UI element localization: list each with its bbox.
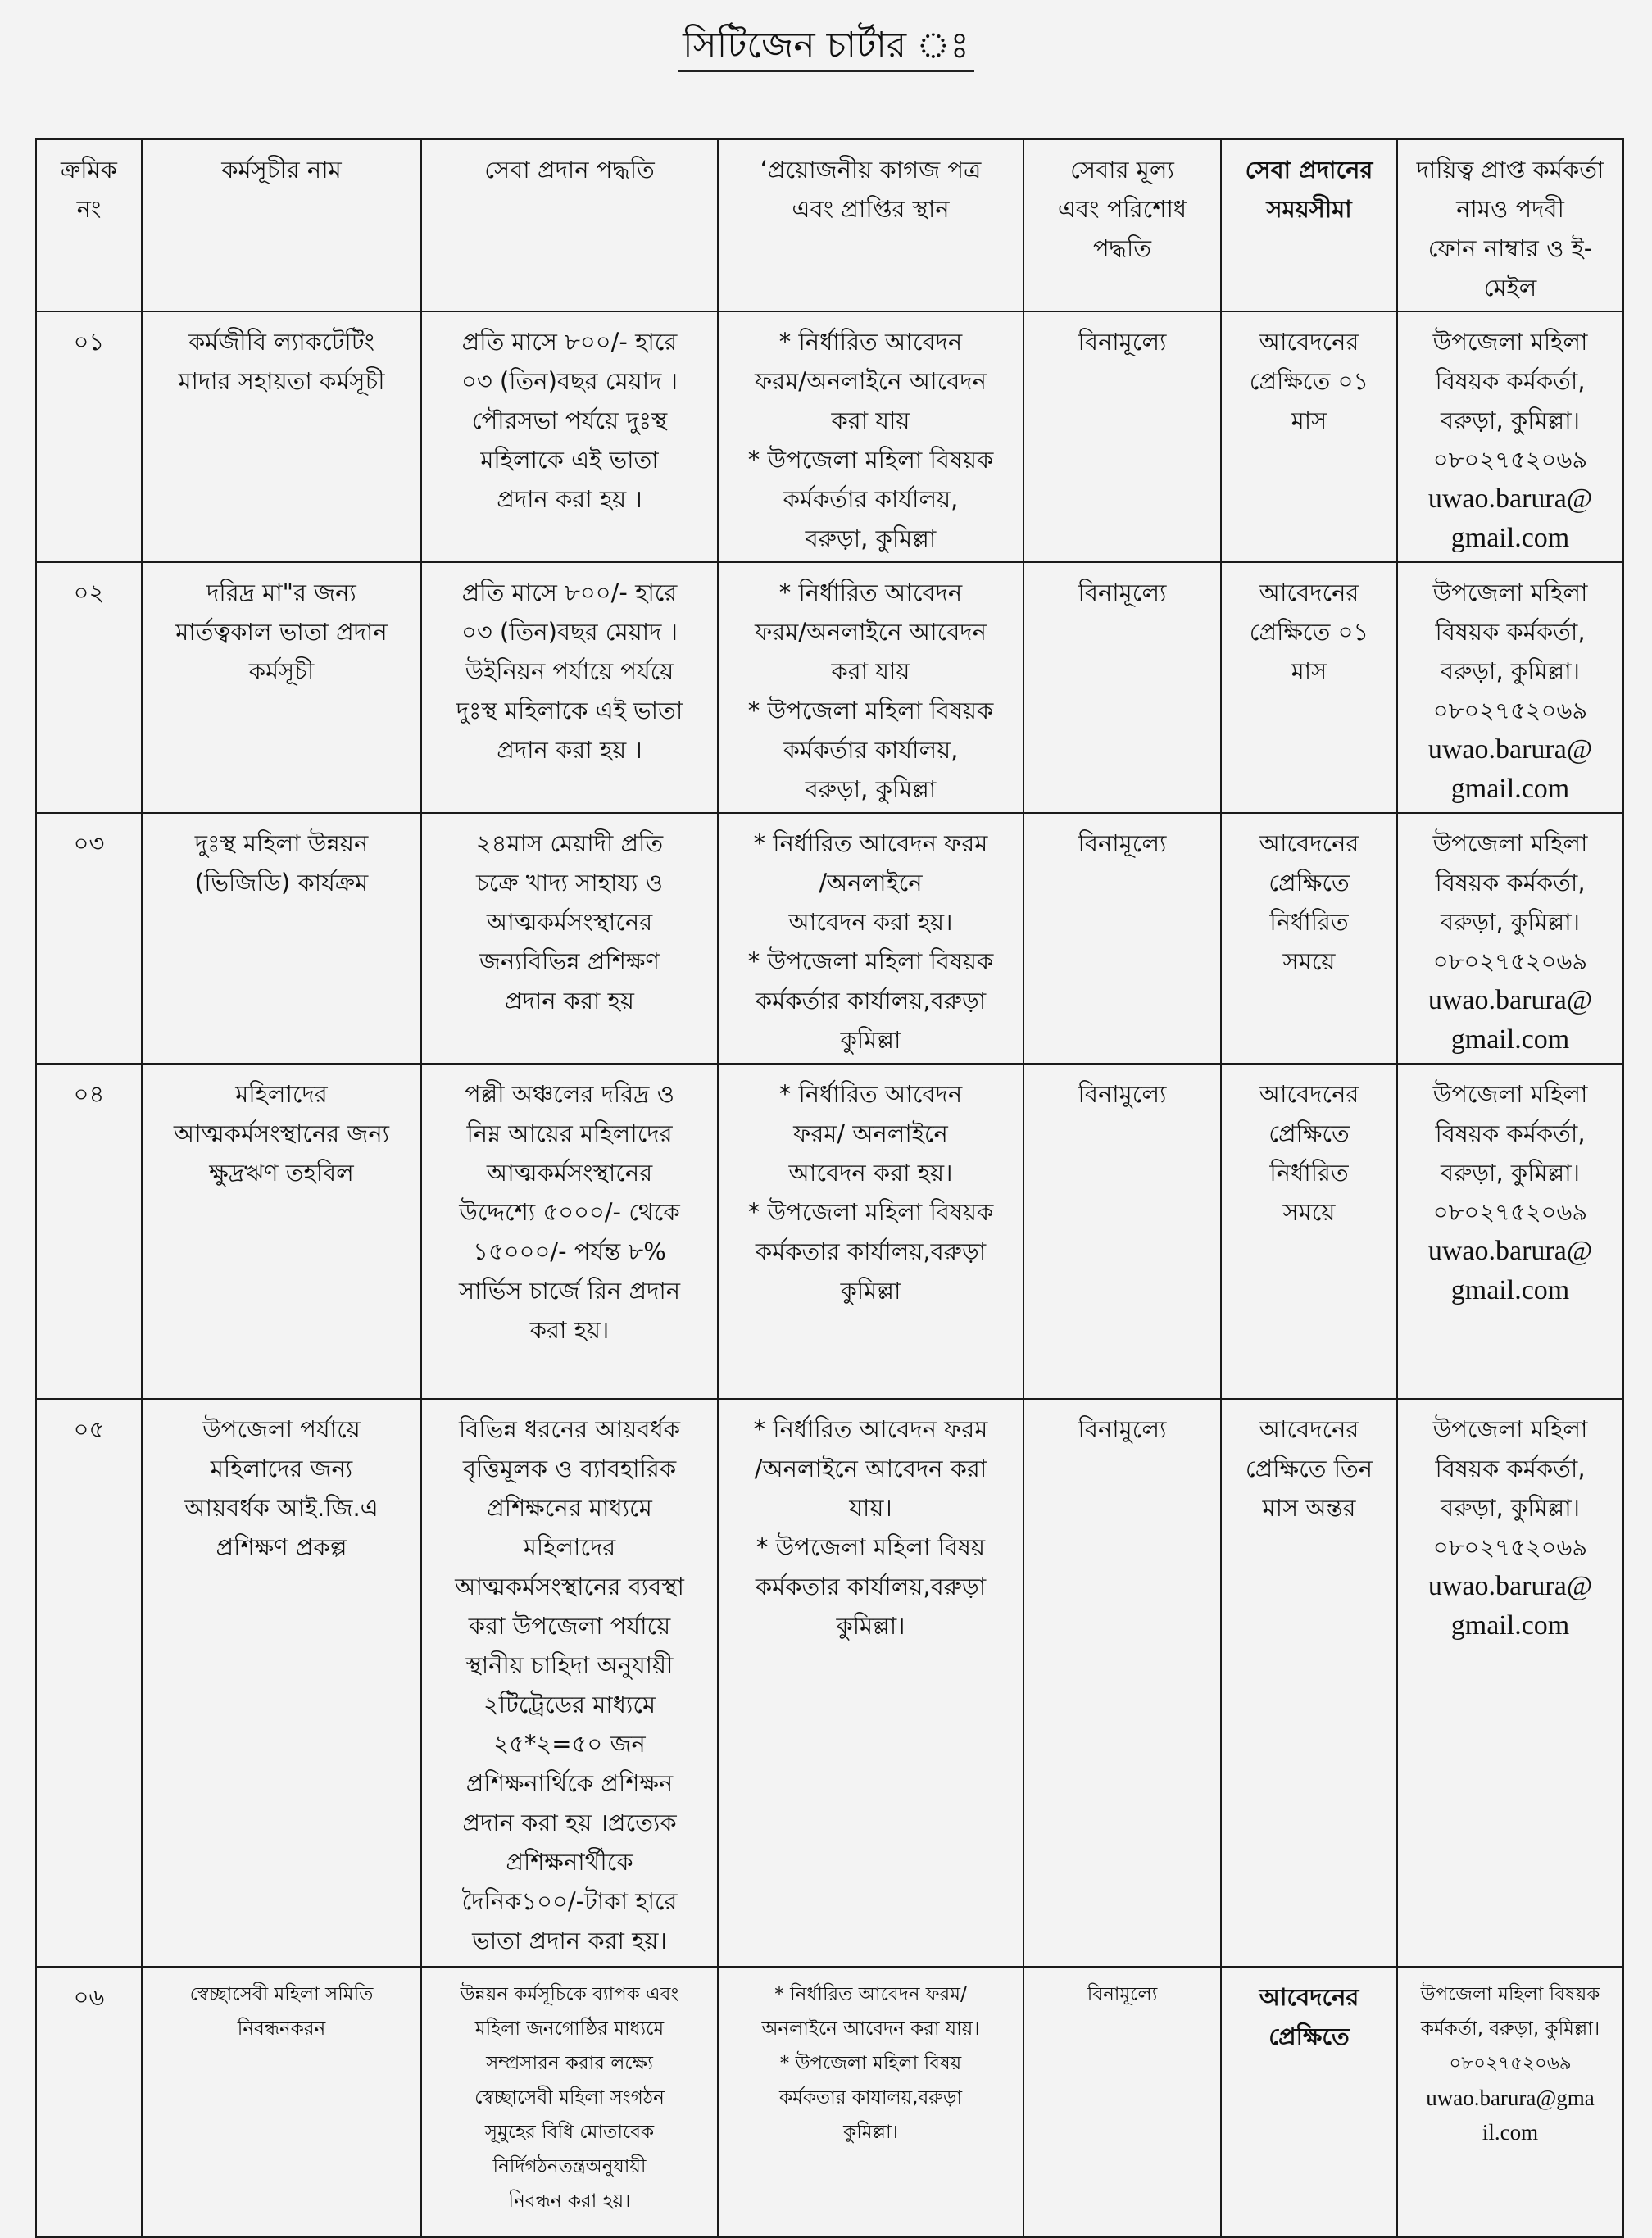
cell-documents: * নির্ধারিত আবেদন ফরম/অনলাইনে আবেদন করা যায় * উপজেলা মহিলা বিষয়ক কর্মকর্তার কার্যালয়, বরুড়া, কুমিল্লা (718, 311, 1023, 562)
officer-contact: উপজেলা মহিলা বিষয়ক কর্মকর্তা, বরুড়া, কুমিল্লা। ০৮০২৭৫২০৬৯ (1432, 328, 1588, 474)
cell-timeframe: আবেদনের প্রেক্ষিতে ০১ মাস (1221, 311, 1397, 562)
officer-email: uwao.barura@ gmail.com (1427, 734, 1593, 804)
citizen-charter-table (35, 138, 1624, 2238)
table-row (36, 562, 1623, 813)
cell-officer (1397, 1967, 1623, 2237)
header-timeframe: সেবা প্রদানের সময়সীমা (1221, 139, 1397, 311)
cell-price: বিনামূল্যে (1023, 1967, 1221, 2237)
cell-documents: * নির্ধারিত আবেদন ফরম/ অনলাইনে আবেদন করা যায়। * উপজেলা মহিলা বিষয় কর্মকতার কাযালয়,বরুড়া কুমিল্লা। (718, 1967, 1023, 2237)
cell-officer (1397, 311, 1623, 562)
officer-email: uwao.barura@gma il.com (1426, 2086, 1595, 2145)
cell-price: বিনামুল্যে (1023, 1399, 1221, 1967)
cell-method: প্রতি মাসে ৮০০/- হারে ০৩ (তিন)বছর মেয়াদ । উইনিয়ন পর্যায়ে পর্যয়ে দুঃস্থ মহিলাকে এই ভাতা প্রদান করা হয় । (421, 562, 718, 813)
cell-timeframe: আবেদনের প্রেক্ষিতে তিন মাস অন্তর (1221, 1399, 1397, 1967)
table-row (36, 1967, 1623, 2237)
header-row (36, 139, 1623, 311)
header-price: সেবার মূল্য এবং পরিশোধ পদ্ধতি (1023, 139, 1221, 311)
header-documents: ‘প্রয়োজনীয় কাগজ পত্র এবং প্রাপ্তির স্থান (718, 139, 1023, 311)
cell-method: ২৪মাস মেয়াদী প্রতি চক্রে খাদ্য সাহায্য ও আত্মকর্মসংস্থানের জন্যবিভিন্ন প্রশিক্ষণ প্রদান করা হয় (421, 813, 718, 1064)
cell-serial: ০৬ (36, 1967, 142, 2237)
header-serial: ক্রমিক নং (36, 139, 142, 311)
officer-email: uwao.barura@ gmail.com (1427, 483, 1593, 553)
cell-documents: * নির্ধারিত আবেদন ফরম /অনলাইনে আবেদন করা হয়। * উপজেলা মহিলা বিষয়ক কর্মকর্তার কার্যালয়,বরুড়া কুমিল্লা (718, 813, 1023, 1064)
officer-contact: উপজেলা মহিলা বিষয়ক কর্মকর্তা, বরুড়া, কুমিল্লা। ০৮০২৭৫২০৬৯ (1432, 1080, 1588, 1226)
cell-officer (1397, 813, 1623, 1064)
cell-timeframe: আবেদনের প্রেক্ষিতে (1221, 1967, 1397, 2237)
cell-documents: * নির্ধারিত আবেদন ফরম/ অনলাইনে আবেদন করা হয়। * উপজেলা মহিলা বিষয়ক কর্মকতার কার্যালয়,বরুড়া কুমিল্লা (718, 1064, 1023, 1399)
table-row (36, 1064, 1623, 1399)
cell-serial: ০৪ (36, 1064, 142, 1399)
cell-program: স্বেচ্ছাসেবী মহিলা সমিতি নিবন্ধনকরন (142, 1967, 421, 2237)
officer-contact: উপজেলা মহিলা বিষয়ক কর্মকর্তা, বরুড়া, কুমিল্লা। ০৮০২৭৫২০৬৯ (1432, 829, 1588, 975)
cell-price: বিনামূল্যে (1023, 311, 1221, 562)
cell-serial: ০২ (36, 562, 142, 813)
header-method: সেবা প্রদান পদ্ধতি (421, 139, 718, 311)
cell-program: দুঃস্থ মহিলা উন্নয়ন (ভিজিডি) কার্যক্রম (142, 813, 421, 1064)
officer-contact: উপজেলা মহিলা বিষয়ক কর্মকর্তা, বরুড়া, কুমিল্লা। ০৮০২৭৫২০৬৯ (1432, 1415, 1588, 1561)
cell-program: উপজেলা পর্যায়ে মহিলাদের জন্য আয়বর্ধক আই.জি.এ প্রশিক্ষণ প্রকল্প (142, 1399, 421, 1967)
cell-officer (1397, 1399, 1623, 1967)
cell-serial: ০১ (36, 311, 142, 562)
table-row (36, 813, 1623, 1064)
cell-timeframe: আবেদনের প্রেক্ষিতে ০১ মাস (1221, 562, 1397, 813)
officer-contact: উপজেলা মহিলা বিষয়ক কর্মকর্তা, বরুড়া, কুমিল্লা। ০৮০২৭৫২০৬৯ (1420, 1984, 1600, 2074)
cell-officer (1397, 1064, 1623, 1399)
officer-email: uwao.barura@ gmail.com (1427, 985, 1593, 1055)
cell-method: উন্নয়ন কর্মসূচিকে ব্যাপক এবং মহিলা জনগোষ্ঠির মাধ্যমে সম্প্রসারন করার লক্ষ্যে স্বেচ্ছাসেবী মহিলা সংগঠন সূমুহের বিধি মোতাবেক নির্দিগঠনতন্ত্রঅনুযায়ী নিবন্ধন করা হয়। (421, 1967, 718, 2237)
header-program: কর্মসূচীর নাম (142, 139, 421, 311)
page-title: সিটিজেন চার্টার ঃ (0, 18, 1652, 78)
cell-timeframe: আবেদনের প্রেক্ষিতে নির্ধারিত সময়ে (1221, 813, 1397, 1064)
cell-program: মহিলাদের আত্মকর্মসংস্থানের জন্য ক্ষুদ্রঋণ তহবিল (142, 1064, 421, 1399)
cell-price: বিনামুল্যে (1023, 1064, 1221, 1399)
cell-method: পল্লী অঞ্চলের দরিদ্র ও নিম্ন আয়ের মহিলাদের আত্মকর্মসংস্থানের উদ্দেশ্যে ৫০০০/- থেকে ১৫০০০/- পর্যন্ত ৮% সার্ভিস চার্জে রিন প্রদান করা হয়। (421, 1064, 718, 1399)
cell-method: প্রতি মাসে ৮০০/- হারে ০৩ (তিন)বছর মেয়াদ । পৌরসভা পর্যয়ে দুঃস্থ মহিলাকে এই ভাতা প্রদান করা হয় । (421, 311, 718, 562)
cell-program: কর্মজীবি ল্যাকটেটিং মাদার সহায়তা কর্মসূচী (142, 311, 421, 562)
cell-price: বিনামূল্যে (1023, 813, 1221, 1064)
cell-serial: ০৩ (36, 813, 142, 1064)
officer-contact: উপজেলা মহিলা বিষয়ক কর্মকর্তা, বরুড়া, কুমিল্লা। ০৮০২৭৫২০৬৯ (1432, 579, 1588, 724)
cell-method: বিভিন্ন ধরনের আয়বর্ধক বৃত্তিমূলক ও ব্যাবহারিক প্রশিক্ষনের মাধ্যমে মহিলাদের আত্মকর্মসংস্থানের ব্যবস্থা করা উপজেলা পর্যায়ে স্থানীয় চাহিদা অনুযায়ী ২টিট্রেডের মাধ্যমে ২৫*২=৫০ জন প্রশিক্ষনার্থিকে প্রশিক্ষন প্রদান করা হয় ।প্রত্যেক প্রশিক্ষনার্থীকে দৈনিক১০০/-টাকা হারে ভাতা প্রদান করা হয়। (421, 1399, 718, 1967)
table-row (36, 311, 1623, 562)
cell-program: দরিদ্র মা"র জন্য মার্তত্বকাল ভাতা প্রদান কর্মসূচী (142, 562, 421, 813)
header-officer: দায়িত্ব প্রাপ্ত কর্মকর্তা নামও পদবী ফোন নাম্বার ও ই- মেইল (1397, 139, 1623, 311)
cell-documents: * নির্ধারিত আবেদন ফরম/অনলাইনে আবেদন করা যায় * উপজেলা মহিলা বিষয়ক কর্মকর্তার কার্যালয়, বরুড়া, কুমিল্লা (718, 562, 1023, 813)
cell-timeframe: আবেদনের প্রেক্ষিতে নির্ধারিত সময়ে (1221, 1064, 1397, 1399)
table-row (36, 1399, 1623, 1967)
officer-email: uwao.barura@ gmail.com (1427, 1571, 1593, 1641)
cell-officer (1397, 562, 1623, 813)
cell-serial: ০৫ (36, 1399, 142, 1967)
cell-price: বিনামূল্যে (1023, 562, 1221, 813)
officer-email: uwao.barura@ gmail.com (1427, 1236, 1593, 1305)
cell-documents: * নির্ধারিত আবেদন ফরম /অনলাইনে আবেদন করা যায়। * উপজেলা মহিলা বিষয় কর্মকতার কার্যালয়,বরুড়া কুমিল্লা। (718, 1399, 1023, 1967)
